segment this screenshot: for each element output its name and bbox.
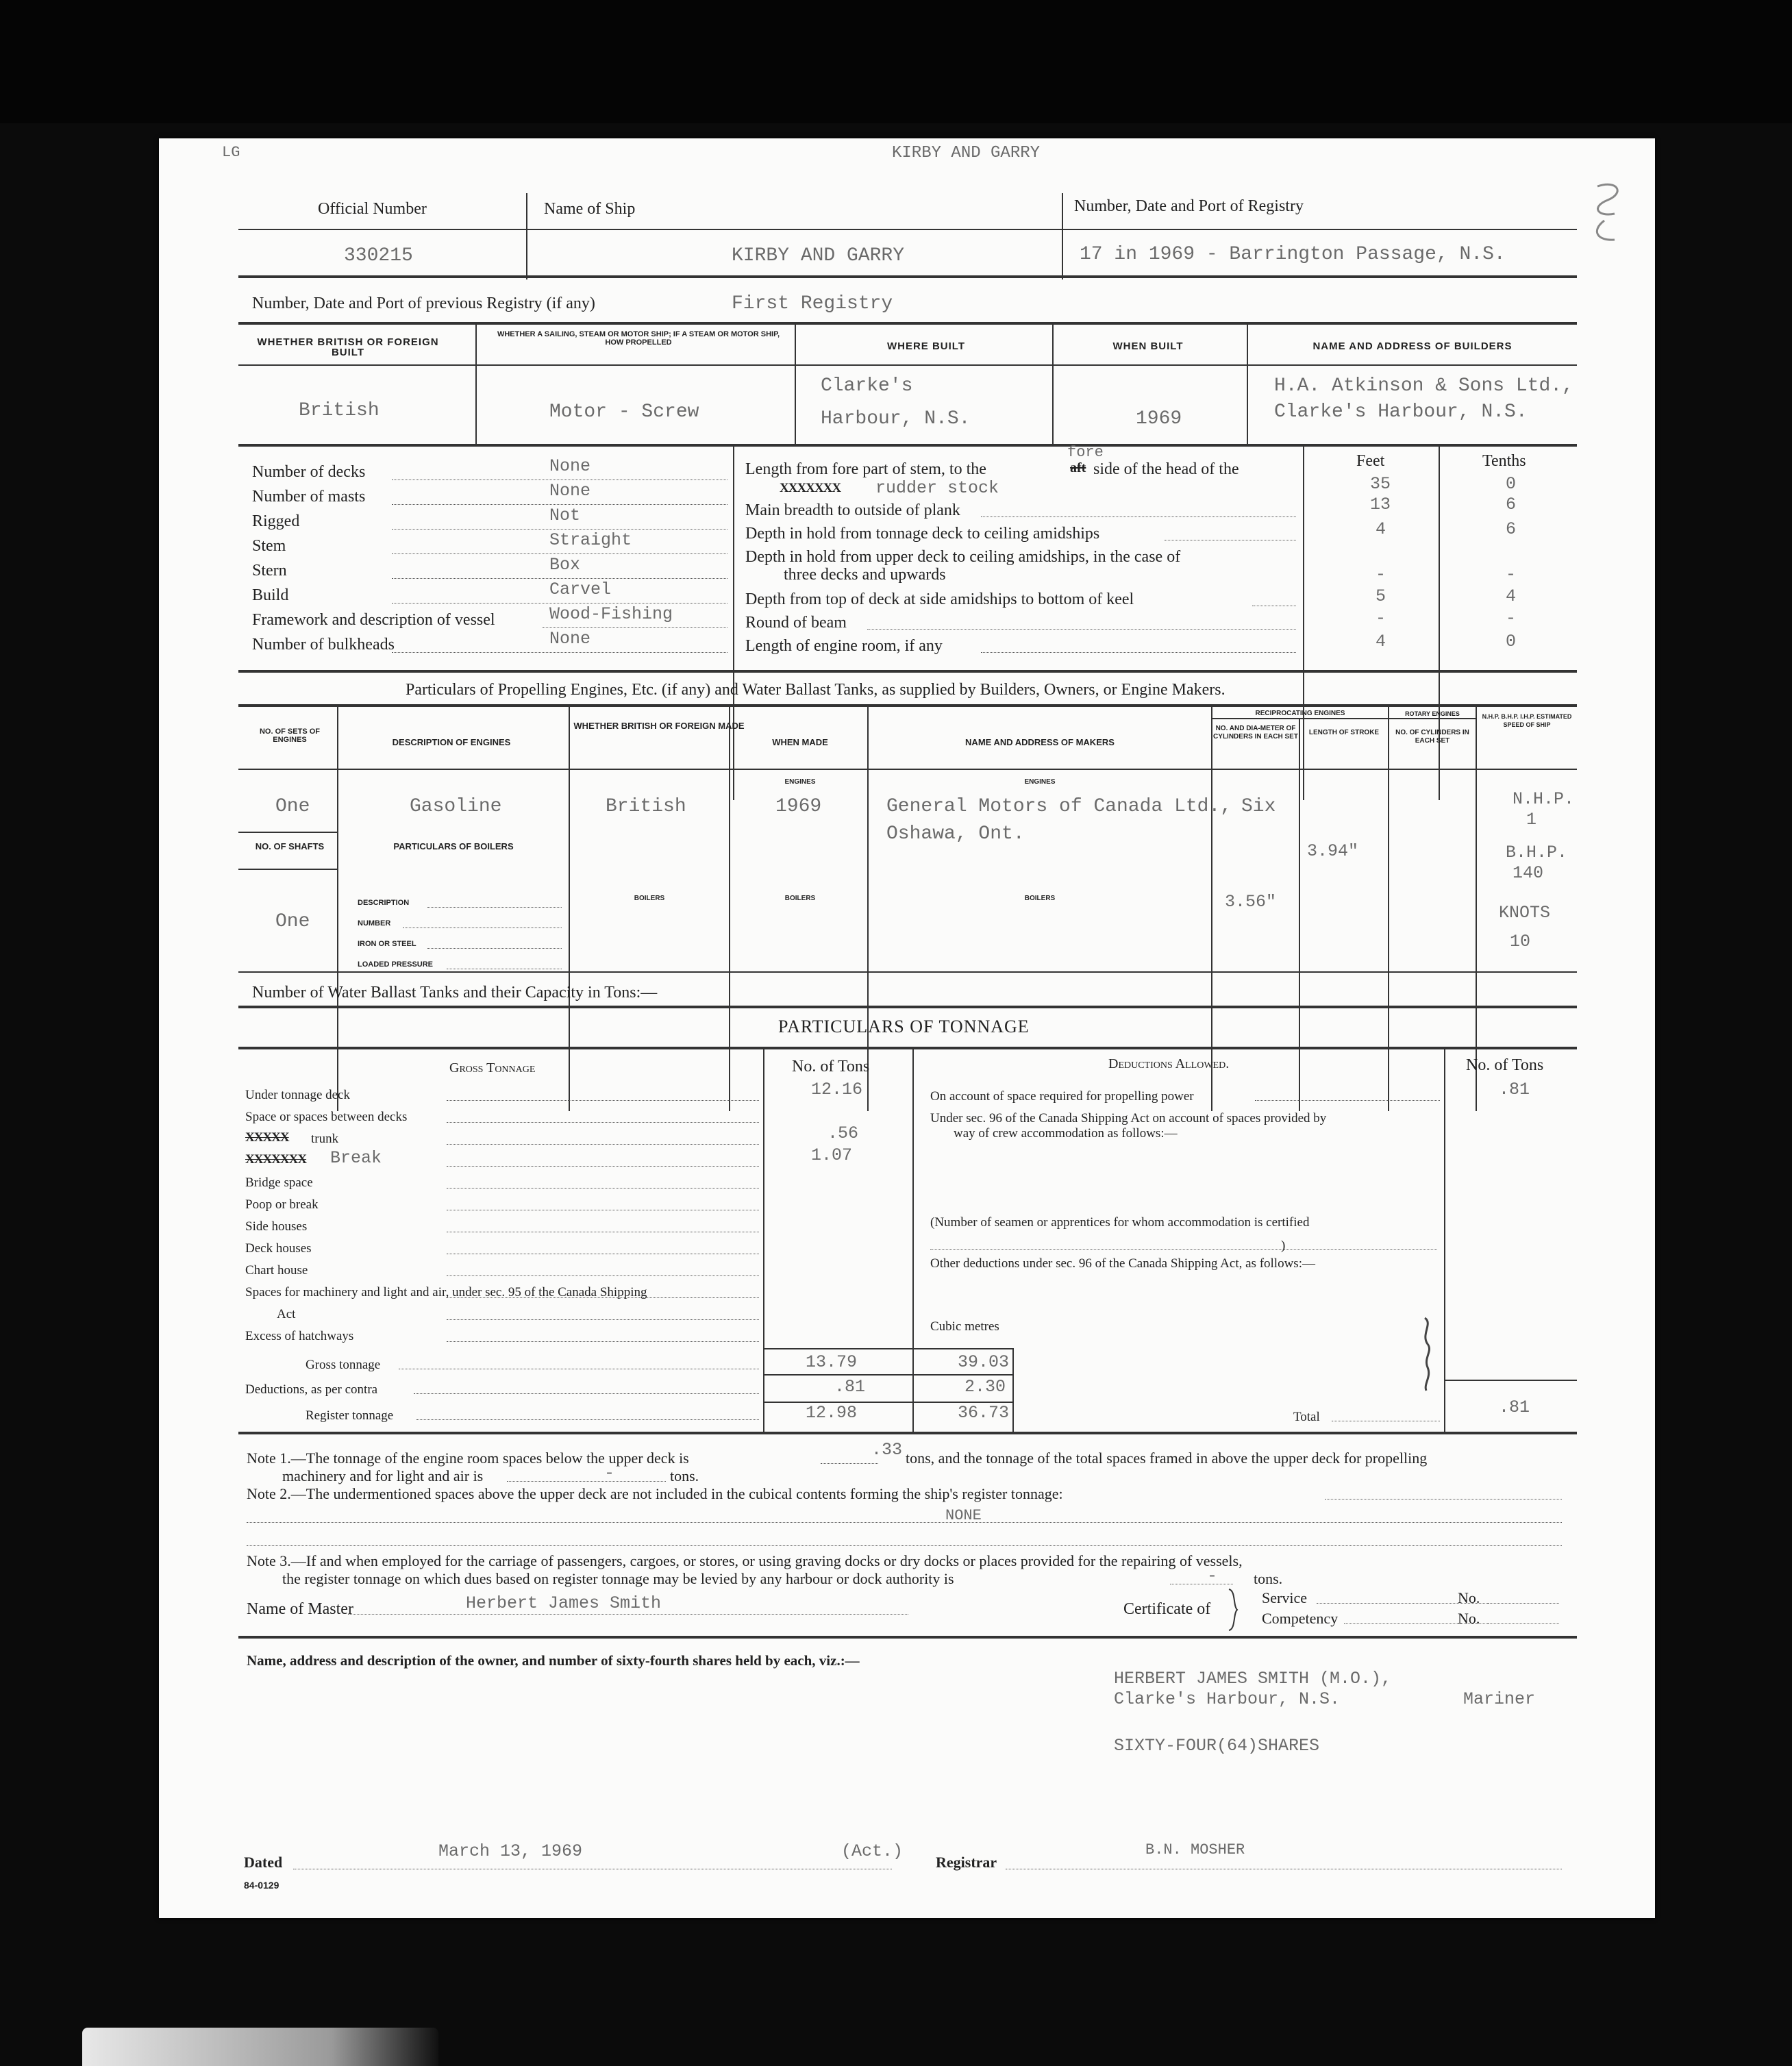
gross-item-value: .56 [827, 1123, 859, 1143]
engine-cylinders: Six [1241, 796, 1276, 817]
boilers-small-3: BOILERS [1024, 895, 1056, 902]
boilers-small-2: BOILERS [784, 895, 816, 902]
particular-leader [392, 553, 727, 554]
particular-label: Framework and description of vessel [252, 611, 495, 629]
owner-label: Name, address and description of the owner, and number of sixty-fourth shares held by each, viz.:— [247, 1652, 860, 1669]
length-feet: 35 [1370, 474, 1391, 494]
col-builders: NAME AND ADDRESS OF BUILDERS [1312, 340, 1513, 352]
tonnage-title: PARTICULARS OF TONNAGE [778, 1017, 1030, 1036]
col-engine-description: DESCRIPTION OF ENGINES [392, 737, 511, 747]
total-value: .81 [1499, 1397, 1530, 1417]
registrar-value: B.N. MOSHER [1145, 1841, 1245, 1858]
gross-item-leader [447, 1166, 759, 1167]
col-british-made: WHETHER BRITISH OR FOREIGN MADE [573, 721, 745, 731]
master-value: Herbert James Smith [466, 1593, 662, 1613]
engine-room-tenths: 0 [1506, 632, 1517, 651]
gross-item-value: 12.16 [811, 1080, 863, 1099]
builders-line1: H.A. Atkinson & Sons Ltd., [1274, 375, 1573, 397]
tenths-label: Tenths [1482, 452, 1526, 470]
particular-value: None [549, 481, 591, 501]
propulsion-value: Motor - Screw [549, 401, 699, 423]
engine-makers-1: General Motors of Canada Ltd., [886, 796, 1232, 817]
col-cyl-diameter: NO. AND DIA-METER OF CYLINDERS IN EACH SET [1213, 725, 1298, 740]
depth-tenths: 6 [1506, 519, 1517, 539]
gross-item-label: Spaces for machinery and light and air, under sec. 95 of the Canada Shipping [245, 1285, 647, 1299]
registrar-label: Registrar [936, 1854, 997, 1871]
particular-label: Number of decks [252, 463, 366, 481]
breadth-tenths: 6 [1506, 495, 1517, 514]
col-shafts: NO. OF SHAFTS [255, 841, 325, 851]
beam-label: Round of beam [745, 614, 847, 632]
cyl-diameter-value: 3.56" [1225, 892, 1277, 912]
length-label-a: Length from fore part of stem, to the [745, 460, 986, 478]
boiler-description-label: DESCRIPTION [358, 899, 410, 907]
length-struck-word: aft [1070, 460, 1086, 475]
when-built-value: 1969 [1136, 408, 1182, 430]
boilers-small-1: BOILERS [634, 895, 665, 902]
shafts-value: One [275, 911, 310, 932]
col-when-built: WHEN BUILT [1112, 340, 1184, 352]
bhp-value: 140 [1513, 863, 1544, 883]
certificate-brace [1225, 1588, 1241, 1632]
particular-label: Stern [252, 562, 287, 580]
engines-small-2: ENGINES [1024, 778, 1056, 786]
particular-label: Number of masts [252, 488, 366, 506]
gross-item-leader [447, 1341, 759, 1342]
col-british-foreign: WHETHER BRITISH OR FOREIGN BUILT [257, 336, 439, 358]
engine-british: British [606, 796, 686, 817]
engine-sets: One [275, 796, 310, 817]
where-built-line2: Harbour, N.S. [821, 408, 971, 430]
owner-occupation: Mariner [1463, 1689, 1536, 1709]
builders-line2: Clarke's Harbour, N.S. [1274, 401, 1528, 423]
tons-header: No. of Tons [792, 1058, 870, 1075]
gross-item-leader [447, 1319, 759, 1320]
register-cubic-value: 36.73 [958, 1403, 1010, 1423]
particular-value: Straight [549, 530, 632, 550]
beam-tenths: - [1506, 608, 1517, 628]
depth3-feet: - [1376, 564, 1386, 584]
competency-label: Competency [1262, 1610, 1339, 1627]
gross-item-label: Under tonnage deck [245, 1088, 350, 1102]
british-foreign-value: British [299, 400, 379, 421]
note3-c: tons. [1254, 1570, 1283, 1587]
deductions-value: .81 [834, 1377, 866, 1397]
length-typed: rudder stock [875, 478, 999, 498]
col-rotary: ROTARY ENGINES [1405, 710, 1460, 717]
note2: Note 2.—The undermentioned spaces above the upper deck are not included in the cubical contents forming the ship's register tonnage: [247, 1485, 1063, 1502]
col-where-built: WHERE BUILT [886, 340, 966, 352]
official-number-label: Official Number [318, 200, 427, 218]
gross-tonnage-value: 13.79 [806, 1352, 858, 1372]
gross-item-label: Act [277, 1307, 296, 1321]
propelling-label: On account of space required for propelling power [930, 1089, 1194, 1104]
stroke-value: 3.94" [1307, 841, 1359, 861]
keel-feet: 5 [1376, 586, 1386, 606]
tons-header-right: No. of Tons [1466, 1056, 1544, 1074]
gross-header: Gross Tonnage [449, 1060, 536, 1075]
gross-item-leader [447, 1144, 759, 1145]
depth-label: Depth in hold from tonnage deck to ceiling amidships [745, 525, 1100, 543]
note1-b: tons, and the tonnage of the total spaces framed in above the upper deck for propelling [906, 1449, 1428, 1467]
gross-item-leader [447, 1297, 759, 1298]
gross-item-label: Space or spaces between decks [245, 1110, 408, 1124]
film-border-top [0, 0, 1792, 123]
particular-leader [392, 504, 727, 505]
engines-title: Particulars of Propelling Engines, Etc. (if any) and Water Ballast Tanks, as supplied by Builders, Owners, or Engine Makers. [406, 681, 1225, 699]
length-fore: fore [1067, 444, 1104, 461]
knots-label: KNOTS [1499, 903, 1551, 923]
engine-room-feet: 4 [1376, 632, 1386, 651]
bracket-mark [1418, 1317, 1439, 1392]
depth3-label-a: Depth in hold from upper deck to ceiling amidships, in the case of [745, 548, 1181, 566]
boiler-pressure-label: LOADED PRESSURE [358, 960, 434, 969]
note1-d: tons. [670, 1467, 699, 1484]
particular-value: Carvel [549, 580, 612, 599]
gross-item-leader [447, 1122, 759, 1123]
particular-label: Rigged [252, 512, 300, 530]
crew-label-a: Under sec. 96 of the Canada Shipping Act on account of spaces provided by [930, 1111, 1327, 1125]
particular-leader [392, 652, 727, 653]
previous-registry-label: Number, Date and Port of previous Registry (if any) [252, 295, 595, 312]
previous-registry: First Registry [732, 293, 893, 314]
act-value: (Act.) [841, 1841, 904, 1861]
boiler-iron-label: IRON OR STEEL [358, 940, 416, 948]
competency-no-label: No. [1458, 1610, 1480, 1627]
seamen-close: ) [1281, 1239, 1286, 1253]
keel-tenths: 4 [1506, 586, 1517, 606]
margin-mark [1550, 179, 1632, 255]
gross-tonnage-label: Gross tonnage [306, 1358, 381, 1372]
col-when-made: WHEN MADE [772, 737, 828, 747]
nhp-label: N.H.P. [1513, 789, 1575, 809]
engine-makers-2: Oshawa, Ont. [886, 823, 1025, 845]
cubic-label: Cubic metres [930, 1319, 999, 1334]
seamen-label: (Number of seamen or apprentices for whom accommodation is certified [930, 1215, 1310, 1230]
engines-small-1: ENGINES [784, 778, 816, 786]
gross-item-label: Excess of hatchways [245, 1329, 354, 1343]
particular-label: Stem [252, 537, 286, 555]
date-value: March 13, 1969 [438, 1841, 583, 1861]
note1-c: machinery and for light and air is [282, 1467, 484, 1484]
nhp-value: 1 [1526, 810, 1537, 830]
note2-value: NONE [945, 1507, 982, 1524]
gross-item-label: Break [330, 1148, 382, 1168]
deductions-cubic-value: 2.30 [965, 1377, 1006, 1397]
gross-item-label: Chart house [245, 1263, 308, 1278]
particular-leader [543, 627, 727, 628]
certificate-label: Certificate of [1123, 1600, 1211, 1618]
feet-label: Feet [1356, 452, 1385, 470]
note3-a: Note 3.—If and when employed for the carriage of passengers, cargoes, or stores, or using graving docks or dry docks or places provided for the repairing of vessels, [247, 1552, 1243, 1569]
note1-a: Note 1.—The tonnage of the engine room spaces below the upper deck is [247, 1449, 689, 1467]
particular-leader [392, 578, 727, 579]
col-boilers: PARTICULARS OF BOILERS [393, 841, 514, 851]
depth-feet: 4 [1376, 519, 1386, 539]
note1-value: .33 [871, 1440, 903, 1460]
particular-value: None [549, 456, 591, 476]
deductions-header: Deductions Allowed. [1108, 1056, 1230, 1071]
bhp-label: B.H.P. [1506, 843, 1568, 862]
particular-value: None [549, 629, 591, 649]
gross-item-label: trunk [311, 1132, 339, 1146]
boiler-number-label: NUMBER [358, 919, 391, 928]
depth3-label-b: three decks and upwards [784, 566, 946, 584]
engine-when-made: 1969 [775, 796, 822, 817]
owner-name: HERBERT JAMES SMITH (M.O.), [1114, 1669, 1392, 1689]
particular-label: Build [252, 586, 289, 604]
engine-description: Gasoline [410, 796, 502, 817]
col-propulsion: WHETHER A SAILING, STEAM OR MOTOR SHIP; IF A STEAM OR MOTOR SHIP, HOW PROPELLED [497, 330, 780, 347]
keel-label: Depth from top of deck at side amidships to bottom of keel [745, 590, 1134, 608]
ballast-label: Number of Water Ballast Tanks and their Capacity in Tons:— [252, 984, 658, 1001]
deductions-label: Deductions, as per contra [245, 1382, 378, 1397]
particular-label: Number of bulkheads [252, 636, 395, 654]
note3-b: the register tonnage on which dues based on register tonnage may be levied by any harbour or dock authority is [282, 1570, 954, 1587]
col-stroke: LENGTH OF STROKE [1308, 729, 1380, 736]
gross-item-value: 1.07 [811, 1145, 853, 1165]
note1-value2: - [604, 1463, 615, 1483]
breadth-label: Main breadth to outside of plank [745, 501, 960, 519]
other-deductions-label: Other deductions under sec. 96 of the Canada Shipping Act, as follows:— [930, 1256, 1315, 1271]
dated-label: Dated [244, 1854, 283, 1871]
total-label: Total [1293, 1410, 1320, 1424]
registry-value: 17 in 1969 - Barrington Passage, N.S. [1080, 244, 1506, 265]
note3-value: - [1207, 1566, 1218, 1586]
gross-item-label: Side houses [245, 1219, 308, 1234]
gross-item-struck: XXXXXXX [245, 1152, 307, 1167]
ship-name-header: KIRBY AND GARRY [892, 144, 1041, 162]
particular-value: Box [549, 555, 581, 575]
register-value: 12.98 [806, 1403, 858, 1423]
name-of-ship-label: Name of Ship [544, 200, 636, 218]
gross-item-struck: XXXXX [245, 1130, 289, 1145]
official-number: 330215 [344, 245, 413, 266]
gross-cubic-value: 39.03 [958, 1352, 1010, 1372]
breadth-feet: 13 [1370, 495, 1391, 514]
particular-value: Wood-Fishing [549, 604, 673, 624]
ship-name: KIRBY AND GARRY [732, 245, 905, 266]
beam-feet: - [1376, 608, 1386, 628]
propelling-value: .81 [1499, 1080, 1530, 1099]
particular-leader [392, 529, 727, 530]
where-built-line1: Clarke's [821, 375, 913, 397]
gross-item-label: Deck houses [245, 1241, 312, 1256]
scan-glare [82, 2028, 438, 2066]
registry-label: Number, Date and Port of Registry [1074, 197, 1304, 215]
col-sets: NO. OF SETS OF ENGINES [259, 727, 320, 744]
owner-shares: SIXTY-FOUR(64)SHARES [1114, 1736, 1320, 1756]
depth3-tenths: - [1506, 564, 1517, 584]
owner-address: Clarke's Harbour, N.S. [1114, 1689, 1341, 1709]
gross-item-leader [447, 1100, 759, 1101]
knots-value: 10 [1510, 932, 1531, 951]
form-code: 84-0129 [244, 1880, 279, 1891]
gross-item-label: Poop or break [245, 1197, 319, 1212]
length-label-b: side of the head of the [1093, 460, 1239, 478]
col-reciprocating: RECIPROCATING ENGINES [1255, 710, 1345, 717]
gross-item-leader [447, 1275, 759, 1276]
col-rotary-cyl: NO. OF CYLINDERS IN EACH SET [1395, 729, 1469, 745]
register-label: Register tonnage [306, 1408, 394, 1423]
corner-code: LG [222, 144, 240, 161]
particular-value: Not [549, 506, 581, 525]
master-label: Name of Master [247, 1600, 353, 1618]
length-tenths: 0 [1506, 474, 1517, 494]
engine-room-label: Length of engine room, if any [745, 637, 943, 655]
crew-label-b: way of crew accommodation as follows:— [954, 1126, 1178, 1141]
service-label: Service [1262, 1589, 1307, 1606]
length-struck-2: XXXXXXX [780, 481, 841, 495]
registry-document [159, 138, 1655, 1918]
col-nhp: N.H.P. B.H.P. I.H.P. ESTIMATED SPEED OF SHIP [1482, 713, 1572, 728]
gross-item-label: Bridge space [245, 1175, 313, 1190]
service-no-label: No. [1458, 1589, 1480, 1606]
col-makers: NAME AND ADDRESS OF MAKERS [965, 737, 1115, 747]
